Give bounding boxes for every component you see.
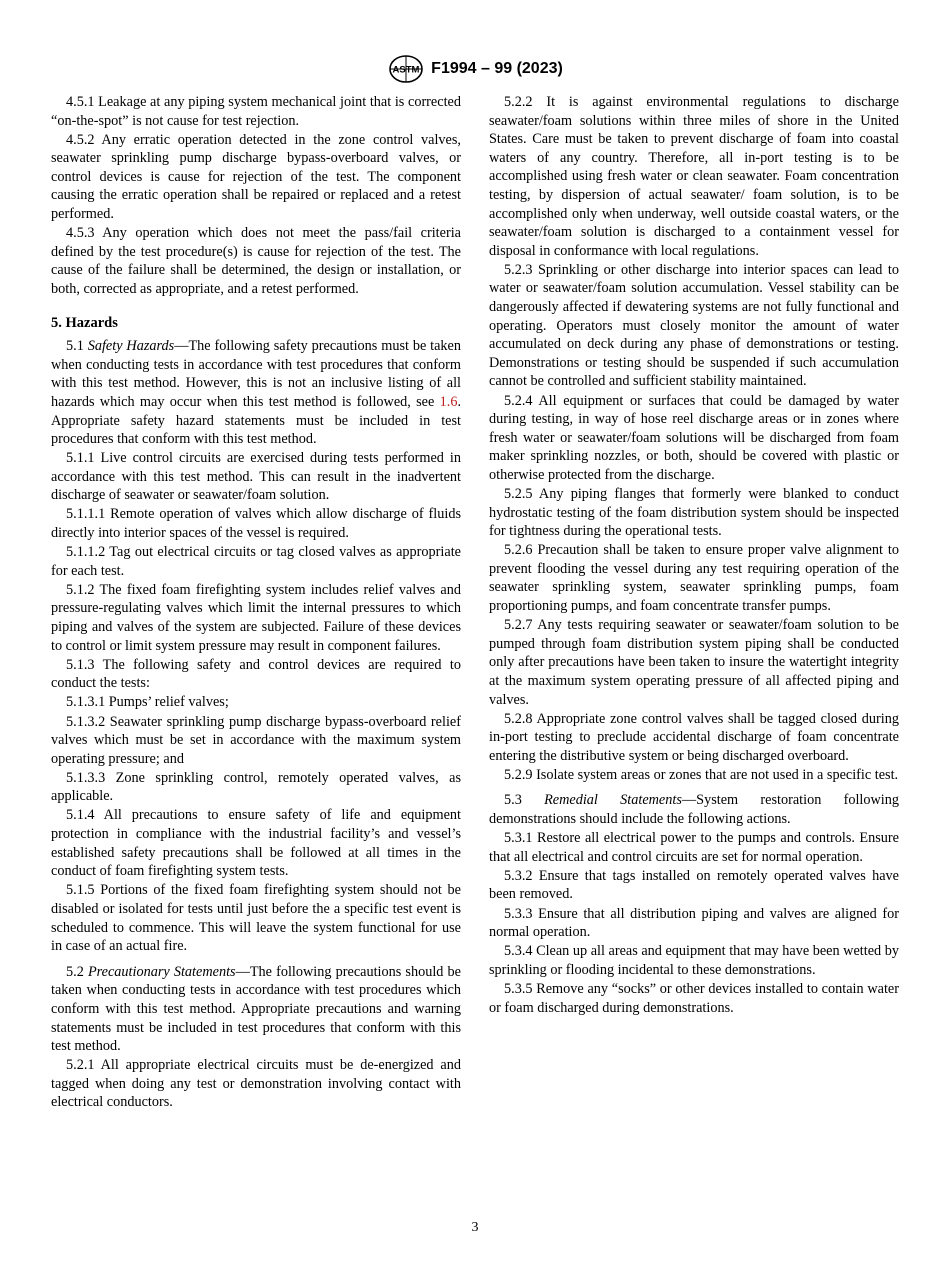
paragraph-5-2-4: 5.2.4 All equipment or surfaces that could be damaged by water during testing, in way of hose reel discharge areas or in zones where fresh water or seawater/foam solutions will be discharged from foam maker sprinkling nozzles, or both, should be covered with plastic or otherwise protected from the discharge. xyxy=(489,392,899,483)
paragraph-5-2-2: 5.2.2 It is against environmental regulations to discharge seawater/foam solutions within three miles of shore in the United States. Care must be taken to prevent discharge of foam into coastal waters of any country. Therefore, all in-port testing is to be accomplished using fresh water or clean seawater. Foam concentration testing, by dispersion of actual seawater/ foam solution, is to be accomplished only when underway, well outside coastal waters, or the seawater/foam solution is discharged to a containment vessel for disposal in conformance with local regulations. xyxy=(489,94,899,259)
paragraph-5-3-3: 5.3.3 Ensure that all distribution piping and valves are aligned for normal operation. xyxy=(489,905,899,941)
paragraph-4-5-3: 4.5.3 Any operation which does not meet the pass/fail criteria defined by the test procedure(s) is cause for rejection of the test. The cause of the failure shall be determined, the design or installation, or both, corrected as appropriate, and a retest performed. xyxy=(51,225,461,297)
paragraph-text: —System restoration following demonstrations should include the following actions. xyxy=(489,792,899,828)
paragraph-4-5-1: 4.5.1 Leakage at any piping system mechanical joint that is corrected “on-the-spot” is not cause for test rejection. xyxy=(51,94,461,129)
paragraph-text: —The following precautions should be taken when conducting tests in accordance with test procedures which conform with this test method. Appropriate precautions and warning statements must be included in test procedures that conform with this test method. xyxy=(51,963,461,1055)
paragraph-5-2-5: 5.2.5 Any piping flanges that formerly were blanked to conduct hydrostatic testing of the foam distribution system should be inspected for tightness during the operational tests. xyxy=(489,485,899,540)
astm-logo-text: ASTM xyxy=(392,64,420,76)
paragraph-5-2 xyxy=(51,963,461,1056)
paragraph-5-2-1: 5.2.1 All appropriate electrical circuits must be de-energized and tagged when doing any test or demonstration involving contact with electrical conductors. xyxy=(51,1057,461,1111)
section-reference-link[interactable]: 1.6 xyxy=(439,393,458,410)
paragraph-5-1-5: 5.1.5 Portions of the fixed foam firefighting system should not be disabled or isolated for tests until just before the a specific test event is scheduled to commence. This will leave the system functional for use in case of an actual fire. xyxy=(51,882,461,955)
paragraph-5-2-9: 5.2.9 Isolate system areas or zones that are not used in a specific test. xyxy=(504,766,899,783)
page-header xyxy=(0,53,950,85)
paragraph-5-1-4: 5.1.4 All precautions to ensure safety of life and equipment protection in compliance with the industrial facility’s and vessel’s established safety precautions shall be followed at all times in the conduct of foam firefighting system tests. xyxy=(51,807,461,880)
paragraph-5-1-1-2: 5.1.1.2 Tag out electrical circuits or tag closed valves as appropriate for each test. xyxy=(51,544,461,579)
astm-logo-icon xyxy=(387,54,425,84)
paragraph-4-5-2: 4.5.2 Any erratic operation detected in the zone control valves, seawater sprinkling pump discharge bypass-overboard valves, or control devices is cause for rejection of the test. The component causing the erratic operation shall be repaired or replaced and a retest performed. xyxy=(51,131,461,223)
paragraph-5-2-6: 5.2.6 Precaution shall be taken to ensure proper valve alignment to prevent flooding the vessel during any test requiring operation of the seawater sprinkling system, seawater sprinkling pumps, foam proportioning pumps, and foam concentrate transfer pumps. xyxy=(489,542,899,615)
paragraph-5-1-1: 5.1.1 Live control circuits are exercised during tests performed in accordance with this test method. This can result in the inadvertent discharge of seawater or seawater/foam solution. xyxy=(51,450,461,504)
paragraph-5-2-7: 5.2.7 Any tests requiring seawater or seawater/foam solution to be pumped through foam distribution system piping shall be conducted only after precautions have been taken to insure the watertight integrity at the maximum system operating pressure of all affected piping and valves. xyxy=(489,617,899,708)
paragraph-5-3-5: 5.3.5 Remove any “socks” or other devices installed to contain water or foam discharged during demonstrations. xyxy=(489,980,899,1016)
right-column xyxy=(489,93,899,1018)
paragraph-5-1-3-1: 5.1.3.1 Pumps’ relief valves; xyxy=(66,694,229,711)
paragraph-text: —The following safety precautions must be taken when conducting tests in accordance with test procedures that conform with this test method. However, this is not an inclusive listing of all hazards which may occur when this test method is followed, see xyxy=(51,338,462,410)
paragraph-5-3-1: 5.3.1 Restore all electrical power to the pumps and controls. Ensure that all electrical and control circuits are set for normal operation. xyxy=(489,830,899,865)
paragraph-5-3-4: 5.3.4 Clean up all areas and equipment that may have been wetted by sprinkling or flooding incidental to these demonstrations. xyxy=(489,943,899,978)
paragraph-5-1-3-3: 5.1.3.3 Zone sprinkling control, remotely operated valves, as applicable. xyxy=(51,769,461,805)
paragraph-5-3-2: 5.3.2 Ensure that tags installed on remotely operated valves have been removed. xyxy=(489,867,899,903)
paragraph-5-2-8: 5.2.8 Appropriate zone control valves shall be tagged closed during in-port testing to preclude accidental discharge of foam concentrate entering the distributive system or being discharged overboard. xyxy=(489,710,899,764)
paragraph-number: 5.1 xyxy=(66,338,84,355)
paragraph-5-1-2: 5.1.2 The fixed foam firefighting system includes relief valves and pressure-regulating valves which limit the internal pressures to which piping and valves of the system are subjected. Failure of these devices to control or limit system pressure may result in component failures. xyxy=(51,581,461,654)
paragraph-5-1-3-2: 5.1.3.2 Seawater sprinkling pump discharge bypass-overboard relief valves which must be set in accordance with the maximum system operating pressure; and xyxy=(51,713,461,767)
paragraph-5-1-1-1: 5.1.1.1 Remote operation of valves which allow discharge of fluids directly into interior spaces of the vessel is required. xyxy=(51,506,461,542)
page-number: 3 xyxy=(471,1220,479,1235)
subsection-title: Precautionary Statements xyxy=(87,963,236,980)
section-heading-hazards: 5. Hazards xyxy=(51,314,118,331)
paragraph-5-2-3: 5.2.3 Sprinkling or other discharge into interior spaces can lead to water or seawater/foam solution accumulation. Vessel stability can be dangerously affected if dewatering systems are not fully functional and operating. Operators must closely monitor the amount of water accumulated on deck during any phase of demonstrations or testing. Demonstrations or testing should be suspended if such accumulation cannot be controlled and sufficient stability maintained. xyxy=(489,261,899,390)
paragraph-number: 5.3 xyxy=(504,792,522,809)
subsection-title: Safety Hazards xyxy=(87,338,175,355)
paragraph-5-3 xyxy=(489,791,899,828)
subsection-title: Remedial Statements xyxy=(544,792,682,809)
paragraph-number: 5.2 xyxy=(66,963,84,980)
paragraph-text: . Appropriate safety hazard statements must be included in test procedures that conform with this test method. xyxy=(51,393,462,448)
paragraph-5-1 xyxy=(51,337,461,449)
document-id: F1994 – 99 (2023) xyxy=(431,60,563,77)
left-column xyxy=(51,93,461,1112)
paragraph-5-1-3: 5.1.3 The following safety and control devices are required to conduct the tests: xyxy=(51,656,461,692)
